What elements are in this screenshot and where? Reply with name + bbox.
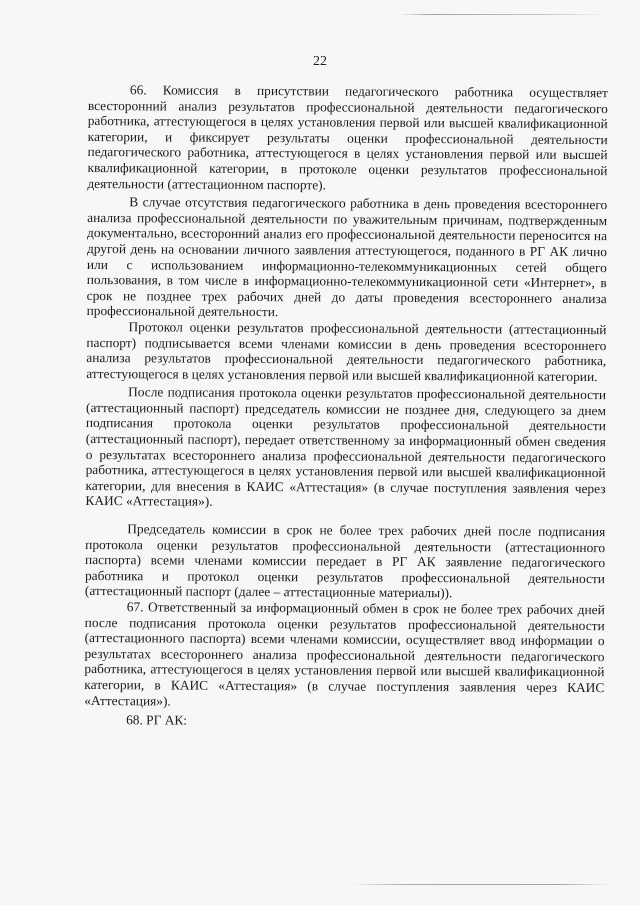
paragraph-after-signing: После подписания протокола оценки результатов профессиональной деятельности (аттестационный паспорт) председатель комиссии не позднее дня, следующего за днем подписания протокола оценки результатов профессиональной деятельности (аттестационный паспорт), передает ответственному за информационный обмен сведения о результатах всестороннего анализа профессиональной деятельности педагогического работника, аттестующегося в целях установления первой или высшей квалификационной категории, для внесения в КАИС «Аттестация» (в случае поступления заявления через КАИС «Аттестация»). xyxy=(85,384,607,510)
paragraph-67: 67. Ответственный за информационный обмен в срок не более трех рабочих дней после подписания протокола оценки результатов профессиональной деятельности (аттестационного паспорта) всеми членами комиссии, осуществляет ввод информации о результатах всестороннего анализа профессиональной деятельности педагогического работника, аттестующегося в целях установления первой или высшей квалификационной категории, в КАИС «Аттестация» (в случае поступления заявления через КАИС «Аттестация»). xyxy=(84,599,605,709)
scan-artifact-top xyxy=(398,14,608,15)
paragraph-68: 68. РГ АК: xyxy=(126,712,188,728)
document-body xyxy=(84,82,608,731)
paragraph-protocol-signing: Протокол оценки результатов профессиональной деятельности (аттестационный паспорт) подписывается всеми членами комиссии в день проведения всестороннего анализа результатов профессиональной деятельности педагогического работника, аттестующегося в целях установления первой или высшей квалификационной категории. xyxy=(86,319,607,384)
page-number: 22 xyxy=(313,54,327,69)
paragraph-66: 66. Комиссия в присутствии педагогического работника осуществляет всесторонний анализ результатов профессиональной деятельности педагогического работника, аттестующегося в целях установления первой или высшей квалификационной категории, и фиксирует результаты оценки профессиональной деятельности педагогического работника, аттестующегося в целях установления первой или высшей квалификационной категории, в протоколе оценки результатов профессиональной деятельности (аттестационном паспорте). xyxy=(87,82,608,193)
paragraph-chairman: Председатель комиссии в срок не более трех рабочих дней после подписания протокола оценки результатов профессиональной деятельности (аттестационного паспорта) всеми членами комиссии передает в РГ АК заявление педагогического работника и протокол оценки результатов профессиональной деятельности (аттестационный паспорт (далее – аттестационные материалы)). xyxy=(84,521,606,601)
paragraph-absence: В случае отсутствия педагогического работника в день проведения всестороннего анализа профессиональной деятельности по уважительным причинам, подтвержденным документально, всесторонний анализ его профессиональной деятельности переносится на другой день на основании личного заявления аттестующегося, поданного в РГ АК лично или с использованием информационно-телекоммуникационных сетей общего пользования, в том числе в информационно-телекоммуникационной сети «Интернет», в срок не позднее трех рабочих дней до даты проведения всестороннего анализа профессиональной деятельности. xyxy=(86,194,608,320)
scan-artifact-bottom xyxy=(350,884,610,885)
